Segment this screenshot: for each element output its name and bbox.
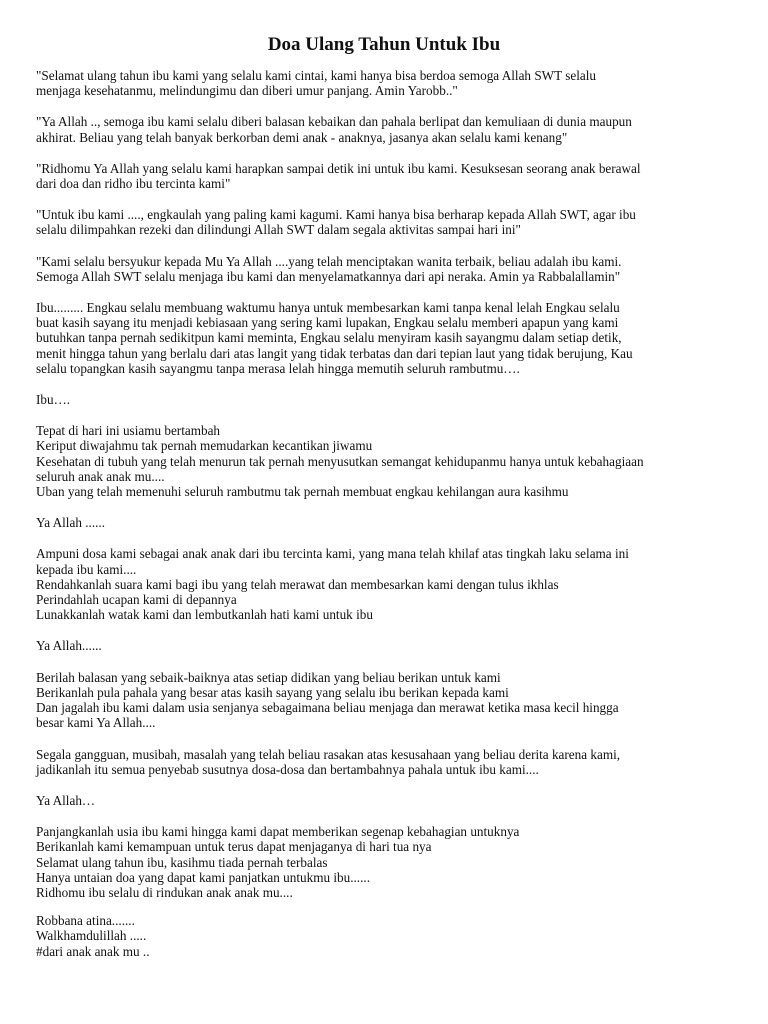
text-line: Keriput diwajahmu tak pernah memudarkan kecantikan jiwamu xyxy=(36,438,373,454)
paragraph-spacer xyxy=(36,238,744,254)
paragraph-spacer xyxy=(36,622,744,638)
text-line: akhirat. Beliau yang telah banyak berkorban demi anak - anaknya, jasanya akan selalu kami kenang" xyxy=(36,129,568,145)
paragraph xyxy=(36,68,744,98)
text-line: Ampuni dosa kami sebagai anak anak dari ibu tercinta kami, yang mana telah khilaf atas tingkah laku selama ini xyxy=(36,546,629,562)
document-title: Doa Ulang Tahun Untuk Ibu xyxy=(267,34,501,55)
text-line: Kesehatan di tubuh yang telah menurun tak pernah menyusutkan semangat kehidupanmu hanya untuk kebahagiaan xyxy=(36,453,644,469)
paragraph xyxy=(36,114,744,144)
paragraph xyxy=(36,824,744,900)
paragraph xyxy=(36,515,744,530)
paragraph-spacer xyxy=(36,191,744,207)
paragraph xyxy=(36,423,744,499)
paragraph-spacer xyxy=(36,145,744,161)
text-line: Ya Allah...... xyxy=(36,638,102,654)
text-line: "Ridhomu Ya Allah yang selalu kami harapkan sampai detik ini untuk ibu kami. Kesuksesan seorang anak berawal xyxy=(36,160,641,176)
text-line: besar kami Ya Allah.... xyxy=(36,715,156,731)
paragraph-spacer xyxy=(36,900,744,913)
document-body xyxy=(36,68,744,959)
text-line: Robbana atina....... xyxy=(36,913,135,929)
paragraph xyxy=(36,638,744,653)
text-line: Ibu......... Engkau selalu membuang waktumu hanya untuk membesarkan kami tanpa kenal lelah Engkau selalu xyxy=(36,300,620,316)
paragraph xyxy=(36,913,744,959)
text-line: "Selamat ulang tahun ibu kami yang selalu kami cintai, kami hanya bisa berdoa semoga Allah SWT selalu xyxy=(36,68,596,83)
paragraph-spacer xyxy=(36,530,744,546)
text-line: Ridhomu ibu selalu di rindukan anak anak mu.... xyxy=(36,884,293,900)
text-line: seluruh anak anak mu.... xyxy=(36,468,165,484)
text-line: Tepat di hari ini usiamu bertambah xyxy=(36,423,221,439)
paragraph-spacer xyxy=(36,731,744,747)
text-line: "Ya Allah .., semoga ibu kami selalu diberi balasan kebaikan dan pahala berlipat dan kemuliaan di dunia maupun xyxy=(36,114,632,130)
text-line: buat kasih sayang itu menjadi kebiasaan yang sering kami lupakan, Engkau selalu memberi apapun yang kami xyxy=(36,315,619,331)
paragraph xyxy=(36,207,744,237)
paragraph-spacer xyxy=(36,654,744,670)
paragraph-spacer xyxy=(36,284,744,300)
paragraph xyxy=(36,546,744,622)
paragraph xyxy=(36,392,744,407)
paragraph xyxy=(36,300,744,376)
text-line: Uban yang telah memenuhi seluruh rambutmu tak pernah membuat engkau kehilangan aura kasihmu xyxy=(36,484,569,500)
text-line: Berikanlah kami kemampuan untuk terus dapat menjaganya di hari tua nya xyxy=(36,839,432,855)
paragraph-spacer xyxy=(36,499,744,515)
text-line: dari doa dan ridho ibu tercinta kami" xyxy=(36,176,231,192)
text-line: Rendahkanlah suara kami bagi ibu yang telah merawat dan membesarkan kami dengan tulus ikhlas xyxy=(36,576,559,592)
paragraph xyxy=(36,747,744,777)
text-line: Selamat ulang tahun ibu, kasihmu tiada pernah terbalas xyxy=(36,854,328,870)
paragraph-spacer xyxy=(36,407,744,423)
text-line: #dari anak anak mu .. xyxy=(36,943,150,959)
text-line: selalu topangkan kasih sayangmu tanpa merasa lelah hingga memutih seluruh rambutmu…. xyxy=(36,360,520,376)
text-line: Lunakkanlah watak kami dan lembutkanlah hati kami untuk ibu xyxy=(36,607,373,623)
paragraph xyxy=(36,670,744,731)
text-line: "Untuk ibu kami ...., engkaulah yang paling kami kagumi. Kami hanya bisa berharap kepada Allah SWT, agar ibu xyxy=(36,207,636,223)
text-line: jadikanlah itu semua penyebab susutnya dosa-dosa dan bertambahnya pahala untuk ibu kami.... xyxy=(36,761,539,777)
text-line: selalu dilimpahkan rezeki dan dilindungi Allah SWT dalam segala aktivitas sampai hari ini" xyxy=(36,222,521,238)
paragraph-spacer xyxy=(36,98,744,114)
text-line: Berikanlah pula pahala yang besar atas kasih sayang yang selalu ibu berikan kepada kami xyxy=(36,684,509,700)
text-line: Dan jagalah ibu kami dalam usia senjanya sebagaimana beliau menjaga dan merawat ketika masa kecil hingga xyxy=(36,700,619,716)
text-line: Ya Allah ...... xyxy=(36,515,106,531)
text-line: Semoga Allah SWT selalu menjaga ibu kami dan menyelamatkannya dari api neraka. Amin ya Rabbalallamin" xyxy=(36,268,621,284)
text-line: Hanya untaian doa yang dapat kami panjatkan untukmu ibu...... xyxy=(36,869,370,885)
text-line: Segala gangguan, musibah, masalah yang telah beliau rasakan atas kesusahaan yang beliau derita karena kami, xyxy=(36,746,621,762)
paragraph xyxy=(36,254,744,284)
text-line: butuhkan tanpa pernah sedikitpun kami meminta, Engkau selalu menyiram kasih sayangmu dalam setiap detik, xyxy=(36,330,622,346)
paragraph xyxy=(36,793,744,808)
text-line: Ya Allah… xyxy=(36,792,96,808)
paragraph-spacer xyxy=(36,777,744,793)
text-line: Berilah balasan yang sebaik-baiknya atas setiap didikan yang beliau berikan untuk kami xyxy=(36,669,501,685)
text-line: "Kami selalu bersyukur kepada Mu Ya Allah ....yang telah menciptakan wanita terbaik, beliau adalah ibu kami. xyxy=(36,253,622,269)
text-line: Walkhamdulillah ..... xyxy=(36,928,147,944)
text-line: Perindahlah ucapan kami di depannya xyxy=(36,592,237,608)
text-line: Ibu…. xyxy=(36,392,71,408)
text-line: menit hingga tahun yang berlalu dari atas langit yang tidak terbatas dan dari tepian laut yang tidak berujung, Kau xyxy=(36,345,633,361)
paragraph xyxy=(36,161,744,191)
text-line: Panjangkanlah usia ibu kami hingga kami dapat memberikan segenap kebahagian untuknya xyxy=(36,824,520,840)
paragraph-spacer xyxy=(36,808,744,824)
text-line: menjaga kesehatanmu, melindungimu dan diberi umur panjang. Amin Yarobb.." xyxy=(36,83,458,99)
text-line: kepada ibu kami.... xyxy=(36,561,137,577)
paragraph-spacer xyxy=(36,376,744,392)
